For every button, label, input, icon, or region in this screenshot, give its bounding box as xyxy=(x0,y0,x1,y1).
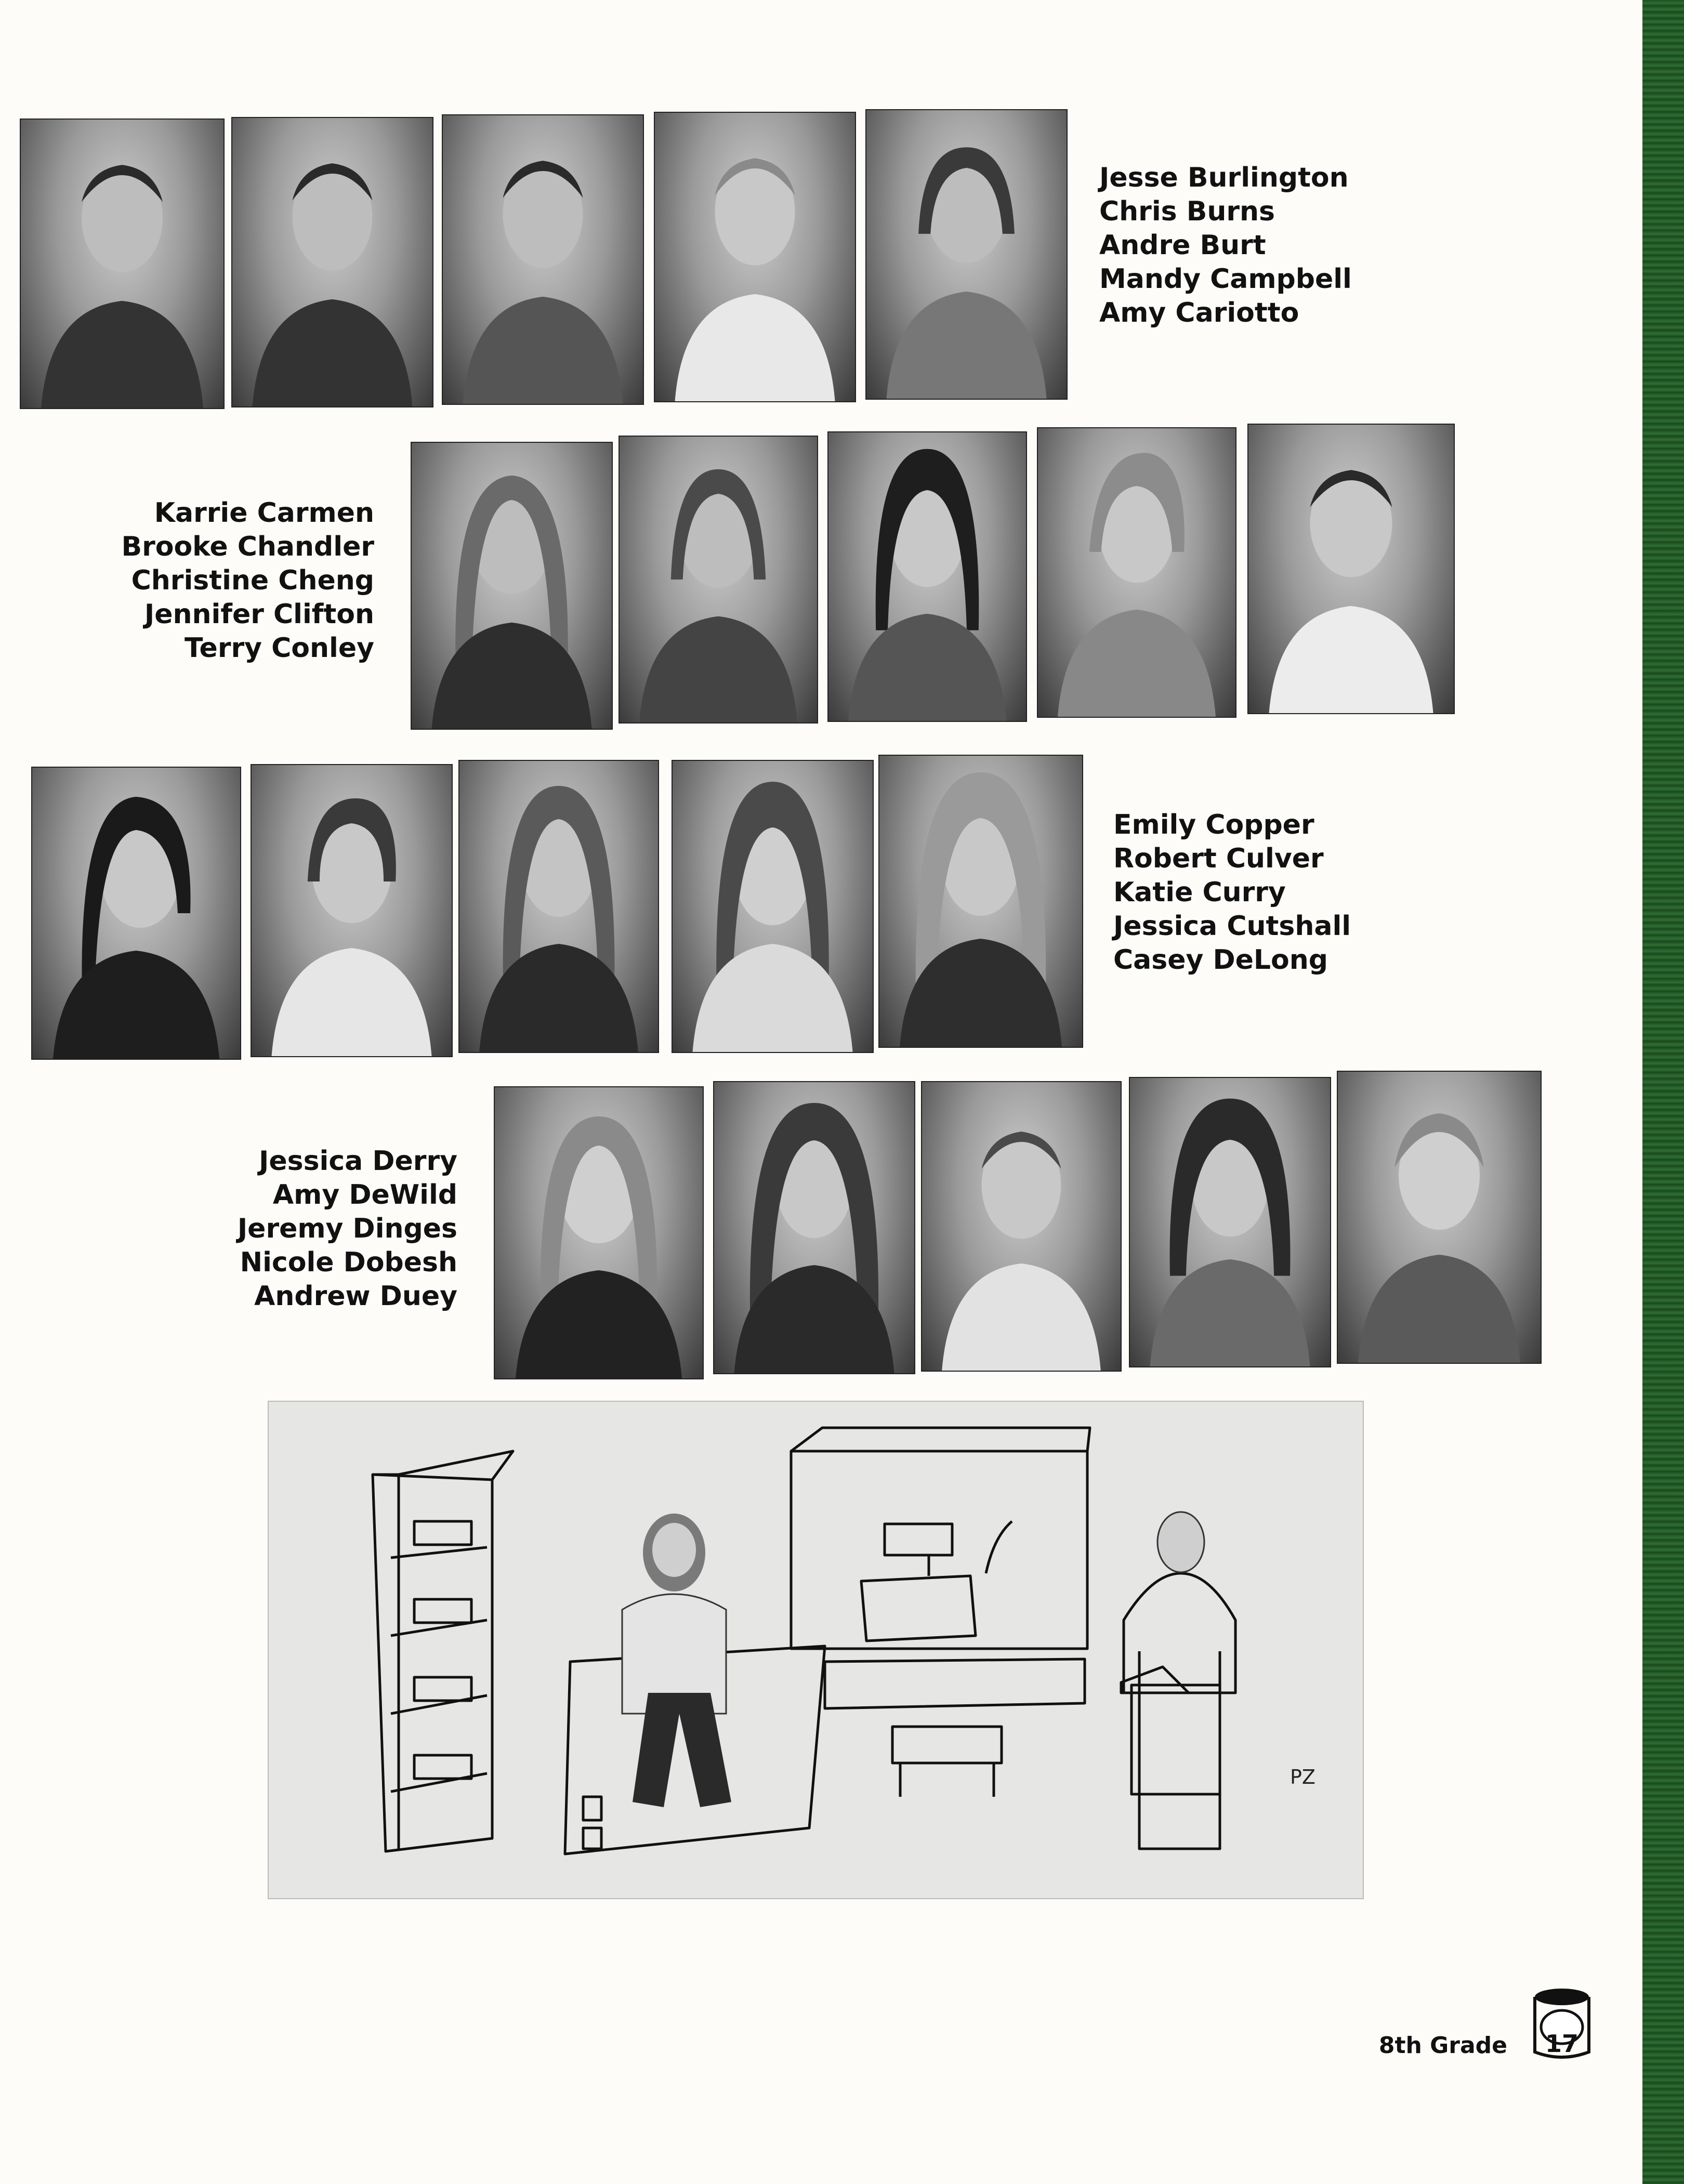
artist-signature: PZ xyxy=(1290,1766,1315,1788)
student-photo xyxy=(231,117,433,407)
student-name: Chris Burns xyxy=(1099,196,1275,227)
page-number: 17 xyxy=(1545,2030,1578,2058)
student-name: Andre Burt xyxy=(1099,230,1266,261)
student-name: Jeremy Dinges xyxy=(237,1213,457,1244)
student-name: Jesse Burlington xyxy=(1099,162,1349,193)
student-photo xyxy=(1129,1077,1331,1367)
student-photo xyxy=(1337,1071,1542,1364)
student-name: Jennifer Clifton xyxy=(144,599,374,630)
student-name: Katie Curry xyxy=(1113,877,1286,908)
student-name: Amy DeWild xyxy=(272,1179,457,1211)
store-cartoon xyxy=(268,1401,1364,1899)
student-photo xyxy=(251,764,453,1057)
student-name: Nicole Dobesh xyxy=(240,1247,457,1278)
student-photo xyxy=(31,767,241,1060)
student-photo xyxy=(827,431,1027,722)
binding-spine xyxy=(1642,0,1684,2184)
student-photo xyxy=(878,755,1083,1048)
student-name: Amy Cariotto xyxy=(1099,297,1299,328)
student-name: Terry Conley xyxy=(184,633,374,664)
student-name: Brooke Chandler xyxy=(121,531,374,562)
student-photo xyxy=(20,119,225,409)
name-list xyxy=(1113,808,1351,977)
student-photo xyxy=(619,436,818,723)
student-photo xyxy=(672,760,874,1053)
student-name: Mandy Campbell xyxy=(1099,264,1352,295)
student-photo xyxy=(494,1086,704,1379)
student-photo xyxy=(1247,424,1455,714)
student-photo xyxy=(865,109,1068,400)
student-photo xyxy=(713,1081,915,1374)
student-photo xyxy=(921,1081,1122,1372)
student-photo xyxy=(458,760,659,1053)
student-name: Emily Copper xyxy=(1113,809,1314,840)
name-list xyxy=(104,496,374,665)
student-photo xyxy=(442,114,644,405)
student-name: Andrew Duey xyxy=(254,1281,457,1312)
name-list xyxy=(1099,161,1352,330)
student-name: Karrie Carmen xyxy=(154,497,374,529)
student-photo xyxy=(411,442,613,730)
name-list xyxy=(187,1144,457,1313)
student-name: Jessica Derry xyxy=(259,1146,457,1177)
student-name: Casey DeLong xyxy=(1113,944,1328,976)
student-name: Christine Cheng xyxy=(131,565,374,596)
section-label: 8th Grade xyxy=(1378,2032,1507,2059)
student-name: Jessica Cutshall xyxy=(1113,911,1351,942)
student-photo xyxy=(654,112,856,402)
student-name: Robert Culver xyxy=(1113,843,1324,874)
student-photo xyxy=(1037,427,1236,718)
